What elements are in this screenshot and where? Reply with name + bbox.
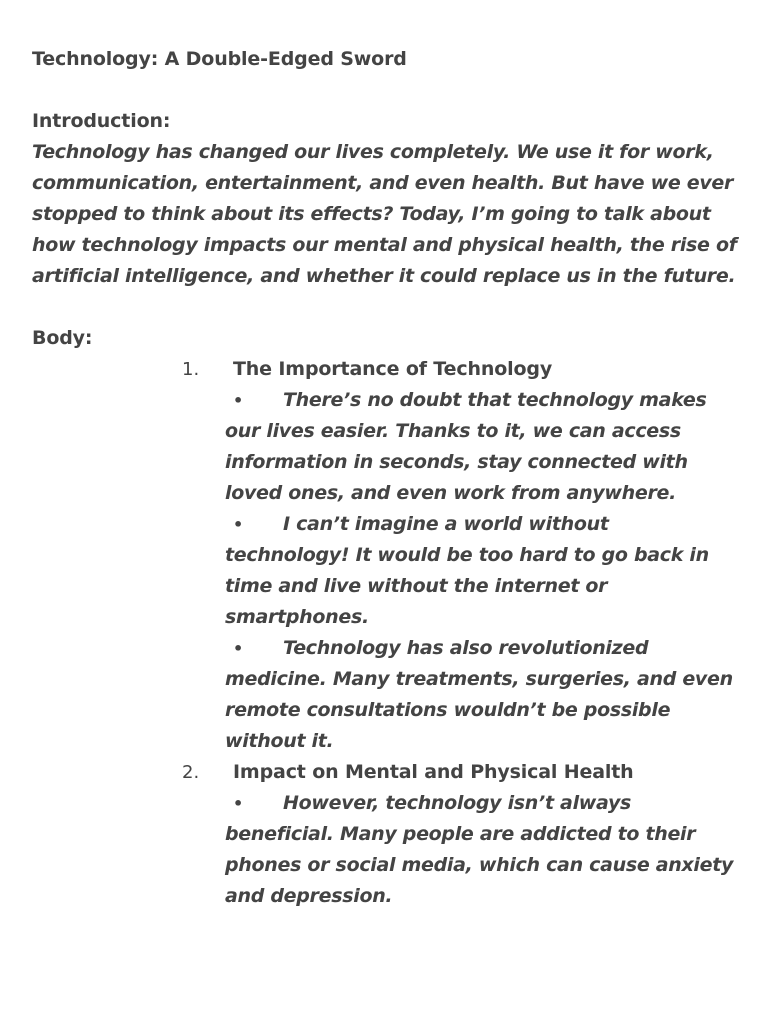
introduction-text: Technology has changed our lives completely. We use it for work, communication, entertainment, and even health. But have we ever stopped to think about its effects? Today, I’m going to talk about how technology impacts our mental and physical health, the rise of artificial intelligence, and whether it could replace us in the future. [32, 141, 737, 287]
section-number: 2. [182, 762, 200, 783]
document-title: Technology: A Double-Edged Sword [32, 48, 407, 70]
body-heading: Body: [32, 327, 93, 349]
bullet-list [225, 788, 738, 912]
bullet-dot-icon: • [233, 391, 243, 410]
bullet-dot-icon: • [233, 515, 243, 534]
introduction-heading: Introduction: [32, 110, 171, 132]
section-title: Impact on Mental and Physical Health [233, 761, 634, 783]
bullet-dot-icon: • [233, 639, 243, 658]
outline-section-1 [32, 354, 738, 757]
body-outline [32, 354, 738, 912]
outline-section-2 [32, 757, 738, 912]
section-heading-row [32, 757, 738, 788]
bullet-text: There’s no doubt that technology makes our lives easier. Thanks to it, we can access information in seconds, stay connected with loved ones, and even work from anywhere. [225, 389, 707, 504]
bullet-item [225, 509, 738, 633]
bullet-item [225, 633, 738, 757]
blank-line [32, 75, 738, 106]
section-heading-row [32, 354, 738, 385]
bullet-item [225, 788, 738, 912]
bullet-item [225, 385, 738, 509]
document [32, 44, 738, 912]
section-title: The Importance of Technology [233, 358, 553, 380]
bullet-list [225, 385, 738, 757]
section-number: 1. [182, 359, 200, 380]
bullet-text: Technology has also revolutionized medicine. Many treatments, surgeries, and even remote consultations wouldn’t be possible without it. [225, 637, 733, 752]
bullet-text: I can’t imagine a world without technology! It would be too hard to go back in time and live without the internet or smartphones. [225, 513, 709, 628]
blank-line [32, 292, 738, 323]
bullet-dot-icon: • [233, 794, 243, 813]
bullet-text: However, technology isn’t always beneficial. Many people are addicted to their phones or social media, which can cause anxiety and depression. [225, 792, 734, 907]
